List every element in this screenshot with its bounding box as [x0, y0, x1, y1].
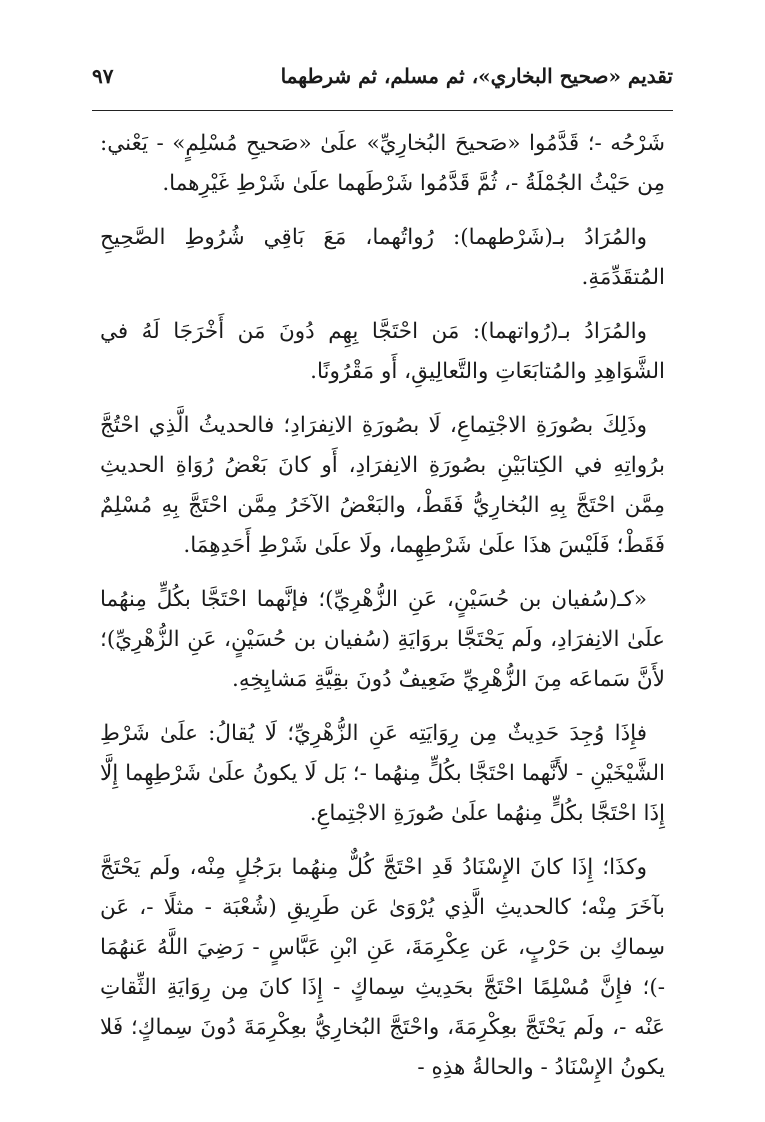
paragraph-3: والمُرَادُ بـ(رُواتهما): مَن احْتَجَّا بِهِم دُونَ مَن أَخْرَجَا لَهُ في الشَّوَاهِدِ والمُتابَعَاتِ والتَّعالِيقِ، أَو مَقْرُونًا. — [100, 319, 665, 384]
paragraph-7: وكذَا؛ إِذَا كانَ الإِسْنَادُ قَدِ احْتَجَّ كُلٌّ مِنهُما برَجُلٍ مِنْه، ولَم يَحْتَجَّ بآخَرَ مِنْه؛ كالحديثِ الَّذِي يُرْوَىٰ عَن طَرِيقِ (شُعْبَة - مثلًا -، عَن سِماكِ بن حَرْبٍ، عَن عِكْرِمَةَ، عَنِ ابْنِ عَبَّاسٍ - رَضِيَ اللَّهُ عَنهُمَا -)؛ فإِنَّ مُسْلِمًا احْتَجَّ بحَدِيثِ سِماكٍ - إِذَا كانَ مِن رِوَايَةِ الثِّقاتِ عَنْه -، ولَم يَحْتَجَّ بعِكْرِمَةَ، واحْتَجَّ البُخارِيُّ بعِكْرِمَةَ دُونَ سِماكٍ؛ فَلا يكونُ الإِسْنَادُ - والحالةُ هذِهِ - — [100, 855, 665, 1080]
paragraph-1: شَرْحُه -؛ قَدَّمُوا «صَحيحَ البُخارِيِّ» علَىٰ «صَحيحِ مُسْلِمٍ» - يَعْني: مِن حَيْثُ الجُمْلَةُ -، ثُمَّ قَدَّمُوا شَرْطَهما علَىٰ شَرْطِ غَيْرِهما. — [100, 131, 665, 196]
page-number: ٩٧ — [92, 64, 114, 88]
paragraph-6: فإِذَا وُجِدَ حَدِيثٌ مِن رِوَايَتِه عَنِ الزُّهْرِيِّ؛ لَا يُقالُ: علَىٰ شَرْطِ الشَّيْخَيْنِ - لأَنَّهما احْتَجَّا بكُلٍّ مِنهُما -؛ بَل لَا يكونُ علَىٰ شَرْطِهِما إِلَّا إِذَا احْتَجَّا بكُلٍّ مِنهُما علَىٰ صُورَةِ الاجْتِماعِ. — [100, 721, 665, 826]
body-text — [100, 124, 665, 1102]
header-divider — [92, 110, 673, 111]
page-header — [92, 62, 673, 102]
paragraph-5: «كـ(سُفيان بن حُسَيْنٍ، عَنِ الزُّهْرِيِّ)؛ فإنَّهما احْتَجَّا بكُلٍّ مِنهُما علَىٰ الانِفرَادِ، ولَم يَحْتَجَّا بروَايَةِ (سُفيان بن حُسَيْنٍ، عَنِ الزُّهْرِيِّ)؛ لأَنَّ سَماعَه مِنَ الزُّهْرِيِّ ضَعِيفٌ دُونَ بقِيَّةِ مَشايِخِهِ. — [100, 587, 665, 692]
paragraph-2: والمُرَادُ بـ(شَرْطهما): رُواتُهما، مَعَ بَاقِي شُرُوطِ الصَّحِيحِ المُتقَدِّمَةِ. — [100, 225, 665, 290]
paragraph-4: وذَلِكَ بصُورَةِ الاجْتِماعِ، لَا بصُورَةِ الانِفرَادِ؛ فالحديثُ الَّذِي احْتُجَّ برُواتِهِ في الكِتابَيْنِ بصُورَةِ الانِفرَادِ، أَو كانَ بَعْضُ رُوَاةِ الحديثِ مِمَّن احْتَجَّ بِهِ البُخارِيُّ فَقَطْ، والبَعْضُ الآخَرُ مِمَّن احْتَجَّ بِهِ مُسْلِمٌ فَقَطْ؛ فَلَيْسَ هذَا علَىٰ شَرْطِهِما، ولَا علَىٰ شَرْطِ أَحَدِهِمَا. — [100, 413, 665, 558]
running-title: تقديم «صحيح البخاري»، ثم مسلم، ثم شرطهما — [280, 64, 673, 88]
